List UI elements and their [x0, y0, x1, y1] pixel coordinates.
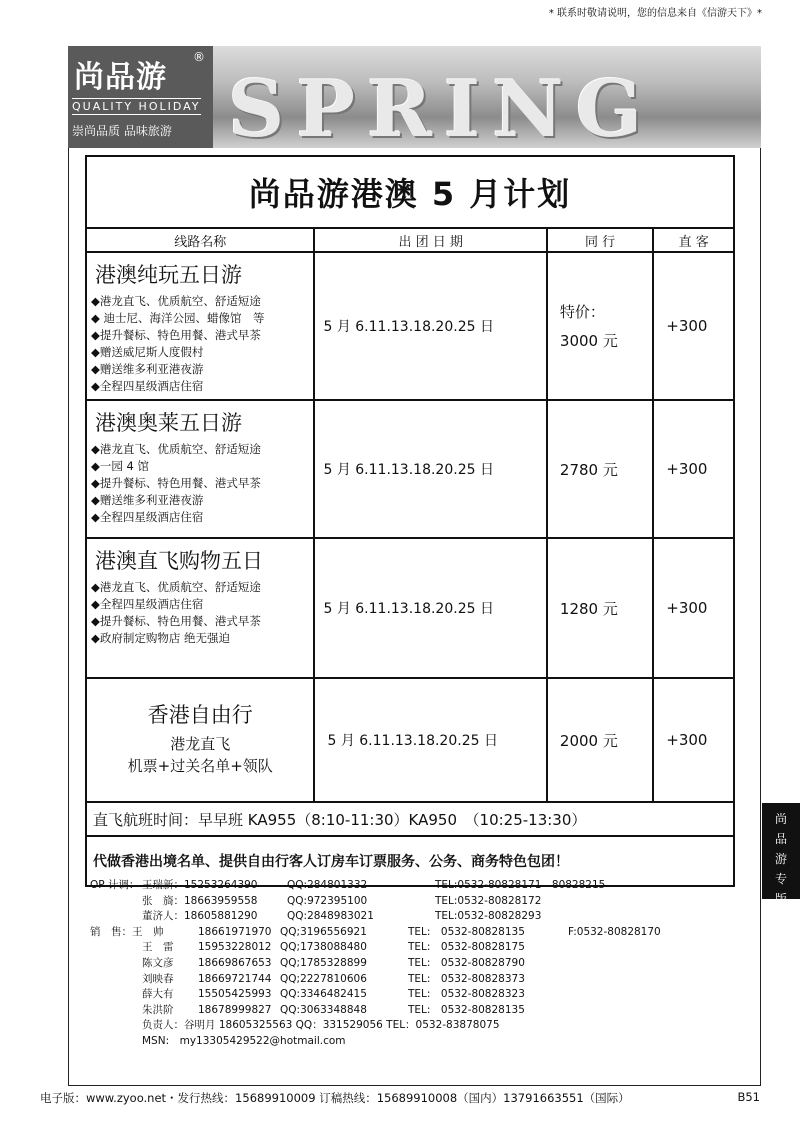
contact-field: TEL: 0532-80828175 — [408, 941, 525, 954]
col-direct: 直 客 — [653, 228, 734, 252]
direct-price: +300 — [653, 538, 734, 678]
contact-field: 15953228012 — [198, 941, 272, 954]
contact-field: QQ;3196556921 — [280, 925, 367, 938]
contact-field: QQ:284801332 — [287, 879, 368, 891]
table-row — [86, 678, 734, 802]
contact-field: 陈文彦 — [142, 956, 174, 969]
logo-english: QUALITY HOLIDAY — [72, 100, 201, 113]
registered-mark: ® — [193, 50, 205, 64]
contact-field: QQ;1785328899 — [280, 956, 367, 969]
route-name: 港澳纯玩五日游 — [95, 263, 242, 287]
route-cell — [86, 252, 314, 400]
peer-price: 3000 元 — [559, 332, 618, 350]
route-feature: ◆一园 4 馆 — [91, 459, 149, 473]
route-feature: ◆赠送维多利亚港夜游 — [91, 493, 204, 507]
route-feature: ◆港龙直飞、优质航空、舒适短途 — [91, 442, 261, 456]
contact-field: QQ:3063348848 — [280, 1003, 367, 1016]
special-price-label: 特价： — [559, 303, 605, 321]
route-feature: ◆提升餐标、特色用餐、港式早茶 — [91, 614, 261, 628]
side-tab — [762, 803, 800, 906]
route-feature: ◆赠送威尼斯人度假村 — [91, 345, 204, 359]
table-header — [86, 228, 734, 252]
contact-field: TEL: 0532-80828323 — [408, 988, 525, 1001]
contact-field: 王 雷 — [142, 941, 174, 954]
contact-field: QQ;2227810606 — [280, 972, 367, 985]
contact-field: 刘映春 — [142, 972, 174, 985]
itinerary-table — [85, 155, 735, 887]
page-number: B51 — [737, 1090, 760, 1104]
contact-field: 销 售：王 帅 — [90, 925, 164, 938]
route-name: 港澳直飞购物五日 — [95, 549, 263, 573]
contact-field: 18669867653 — [198, 956, 272, 969]
col-route: 线路名称 — [86, 228, 314, 252]
contact-field: TEL: 0532-80828135 — [408, 1003, 525, 1016]
contact-field: TEL:0532-80828171 80828215 — [435, 879, 606, 891]
side-tab-char: 版 — [774, 892, 787, 906]
side-tab-char: 专 — [774, 872, 787, 886]
route-name: 港澳奥莱五日游 — [95, 411, 242, 435]
table-row — [86, 400, 734, 538]
direct-price: +300 — [653, 678, 734, 802]
brand-logo — [68, 46, 213, 148]
footer-bar — [40, 1090, 760, 1106]
peer-price: 2780 元 — [547, 400, 653, 538]
route-cell — [86, 400, 314, 538]
contact-field: TEL:0532-80828293 — [435, 910, 542, 923]
route-feature: ◆提升餐标、特色用餐、港式早茶 — [91, 328, 261, 342]
contact-field: 朱洪阶 — [142, 1003, 174, 1016]
footer-contact: 电子版：www.zyoo.net・发行热线：15689910009 订稿热线：15689910008（国内）13791663551（国际） — [40, 1091, 630, 1105]
col-date: 出 团 日 期 — [314, 228, 546, 252]
contact-field: 18661971970 — [198, 925, 272, 938]
contact-field: 18669721744 — [198, 972, 272, 985]
peer-price-cell — [547, 252, 653, 400]
contact-field: 张 旖：18663959558 — [142, 894, 258, 907]
route-feature: ◆提升餐标、特色用餐、港式早茶 — [91, 476, 261, 490]
departure-dates: 5 月 6.11.13.18.20.25 日 — [314, 538, 546, 678]
contact-field: 18678999827 — [198, 1003, 272, 1016]
contact-field: QQ:972395100 — [287, 894, 368, 907]
contact-field: OP 计调： — [90, 879, 140, 891]
col-peer: 同 行 — [547, 228, 653, 252]
contact-field: TEL:0532-80828172 — [435, 894, 542, 907]
table-row — [86, 538, 734, 678]
contact-field: F:0532-80828170 — [568, 925, 661, 938]
peer-price: 2000 元 — [547, 678, 653, 802]
direct-price: +300 — [653, 252, 734, 400]
source-notice: * 联系时敬请说明，您的信息来自《信游天下》* — [548, 8, 762, 19]
route-feature: ◆港龙直飞、优质航空、舒适短途 — [91, 294, 261, 308]
route-feature: ◆ 迪士尼、海洋公园、蜡像馆 等 — [91, 311, 265, 325]
contact-field: MSN: my13305429522@hotmail.com — [142, 1034, 346, 1047]
contact-field: 薛大有 — [142, 988, 174, 1001]
route-cell — [86, 538, 314, 678]
contact-field: TEL: 0532-80828790 — [408, 956, 525, 969]
contact-field: QQ:2848983021 — [287, 910, 374, 923]
departure-dates: 5 月 6.11.13.18.20.25 日 — [314, 400, 546, 538]
route-feature: ◆政府制定购物店 绝无强迫 — [91, 631, 230, 645]
route-cell — [86, 678, 314, 802]
contact-field: TEL: 0532-80828135 — [408, 925, 525, 938]
side-tab-char: 品 — [774, 832, 787, 846]
contact-field: 王瑞新：15253264390 — [142, 879, 258, 891]
header-banner — [68, 46, 761, 148]
route-feature: ◆全程四星级酒店住宿 — [91, 379, 204, 393]
route-name: 香港自由行 — [147, 703, 253, 727]
contact-field: QQ:3346482415 — [280, 988, 367, 1001]
side-tab-char: 尚 — [774, 812, 787, 826]
logo-slogan: 崇尚品质 品味旅游 — [72, 124, 172, 138]
page-title: 尚品游港澳 5 月计划 — [86, 156, 734, 228]
peer-price: 1280 元 — [547, 538, 653, 678]
service-note: 代做香港出境名单、提供自由行客人订房车订票服务、公务、商务特色包团！ — [86, 836, 734, 886]
contact-field: QQ;1738088480 — [280, 941, 367, 954]
contact-field: 15505425993 — [198, 988, 272, 1001]
banner-word: SPRING — [228, 64, 655, 148]
departure-dates: 5 月 6.11.13.18.20.25 日 — [314, 252, 546, 400]
direct-price: +300 — [653, 400, 734, 538]
flight-times: 直飞航班时间：早早班 KA955（8:10-11:30）KA950 （10:25-13:30） — [86, 802, 734, 836]
contact-field: TEL: 0532-80828373 — [408, 972, 525, 985]
contact-field: 董济人：18605881290 — [142, 910, 258, 923]
route-feature: ◆赠送维多利亚港夜游 — [91, 362, 204, 376]
logo-name: 尚品游 — [74, 60, 167, 95]
table-row — [86, 252, 734, 400]
route-line: 港龙直飞 — [170, 735, 231, 753]
departure-dates: 5 月 6.11.13.18.20.25 日 — [314, 678, 546, 802]
route-feature: ◆港龙直飞、优质航空、舒适短途 — [91, 580, 261, 594]
route-feature: ◆全程四星级酒店住宿 — [91, 597, 204, 611]
route-feature: ◆全程四星级酒店住宿 — [91, 510, 204, 524]
contact-field: 负责人：谷明月 18605325563 QQ：331529056 TEL：0532-83878075 — [142, 1019, 500, 1032]
route-line: 机票+过关名单+领队 — [127, 757, 273, 775]
side-tab-char: 游 — [774, 852, 787, 866]
